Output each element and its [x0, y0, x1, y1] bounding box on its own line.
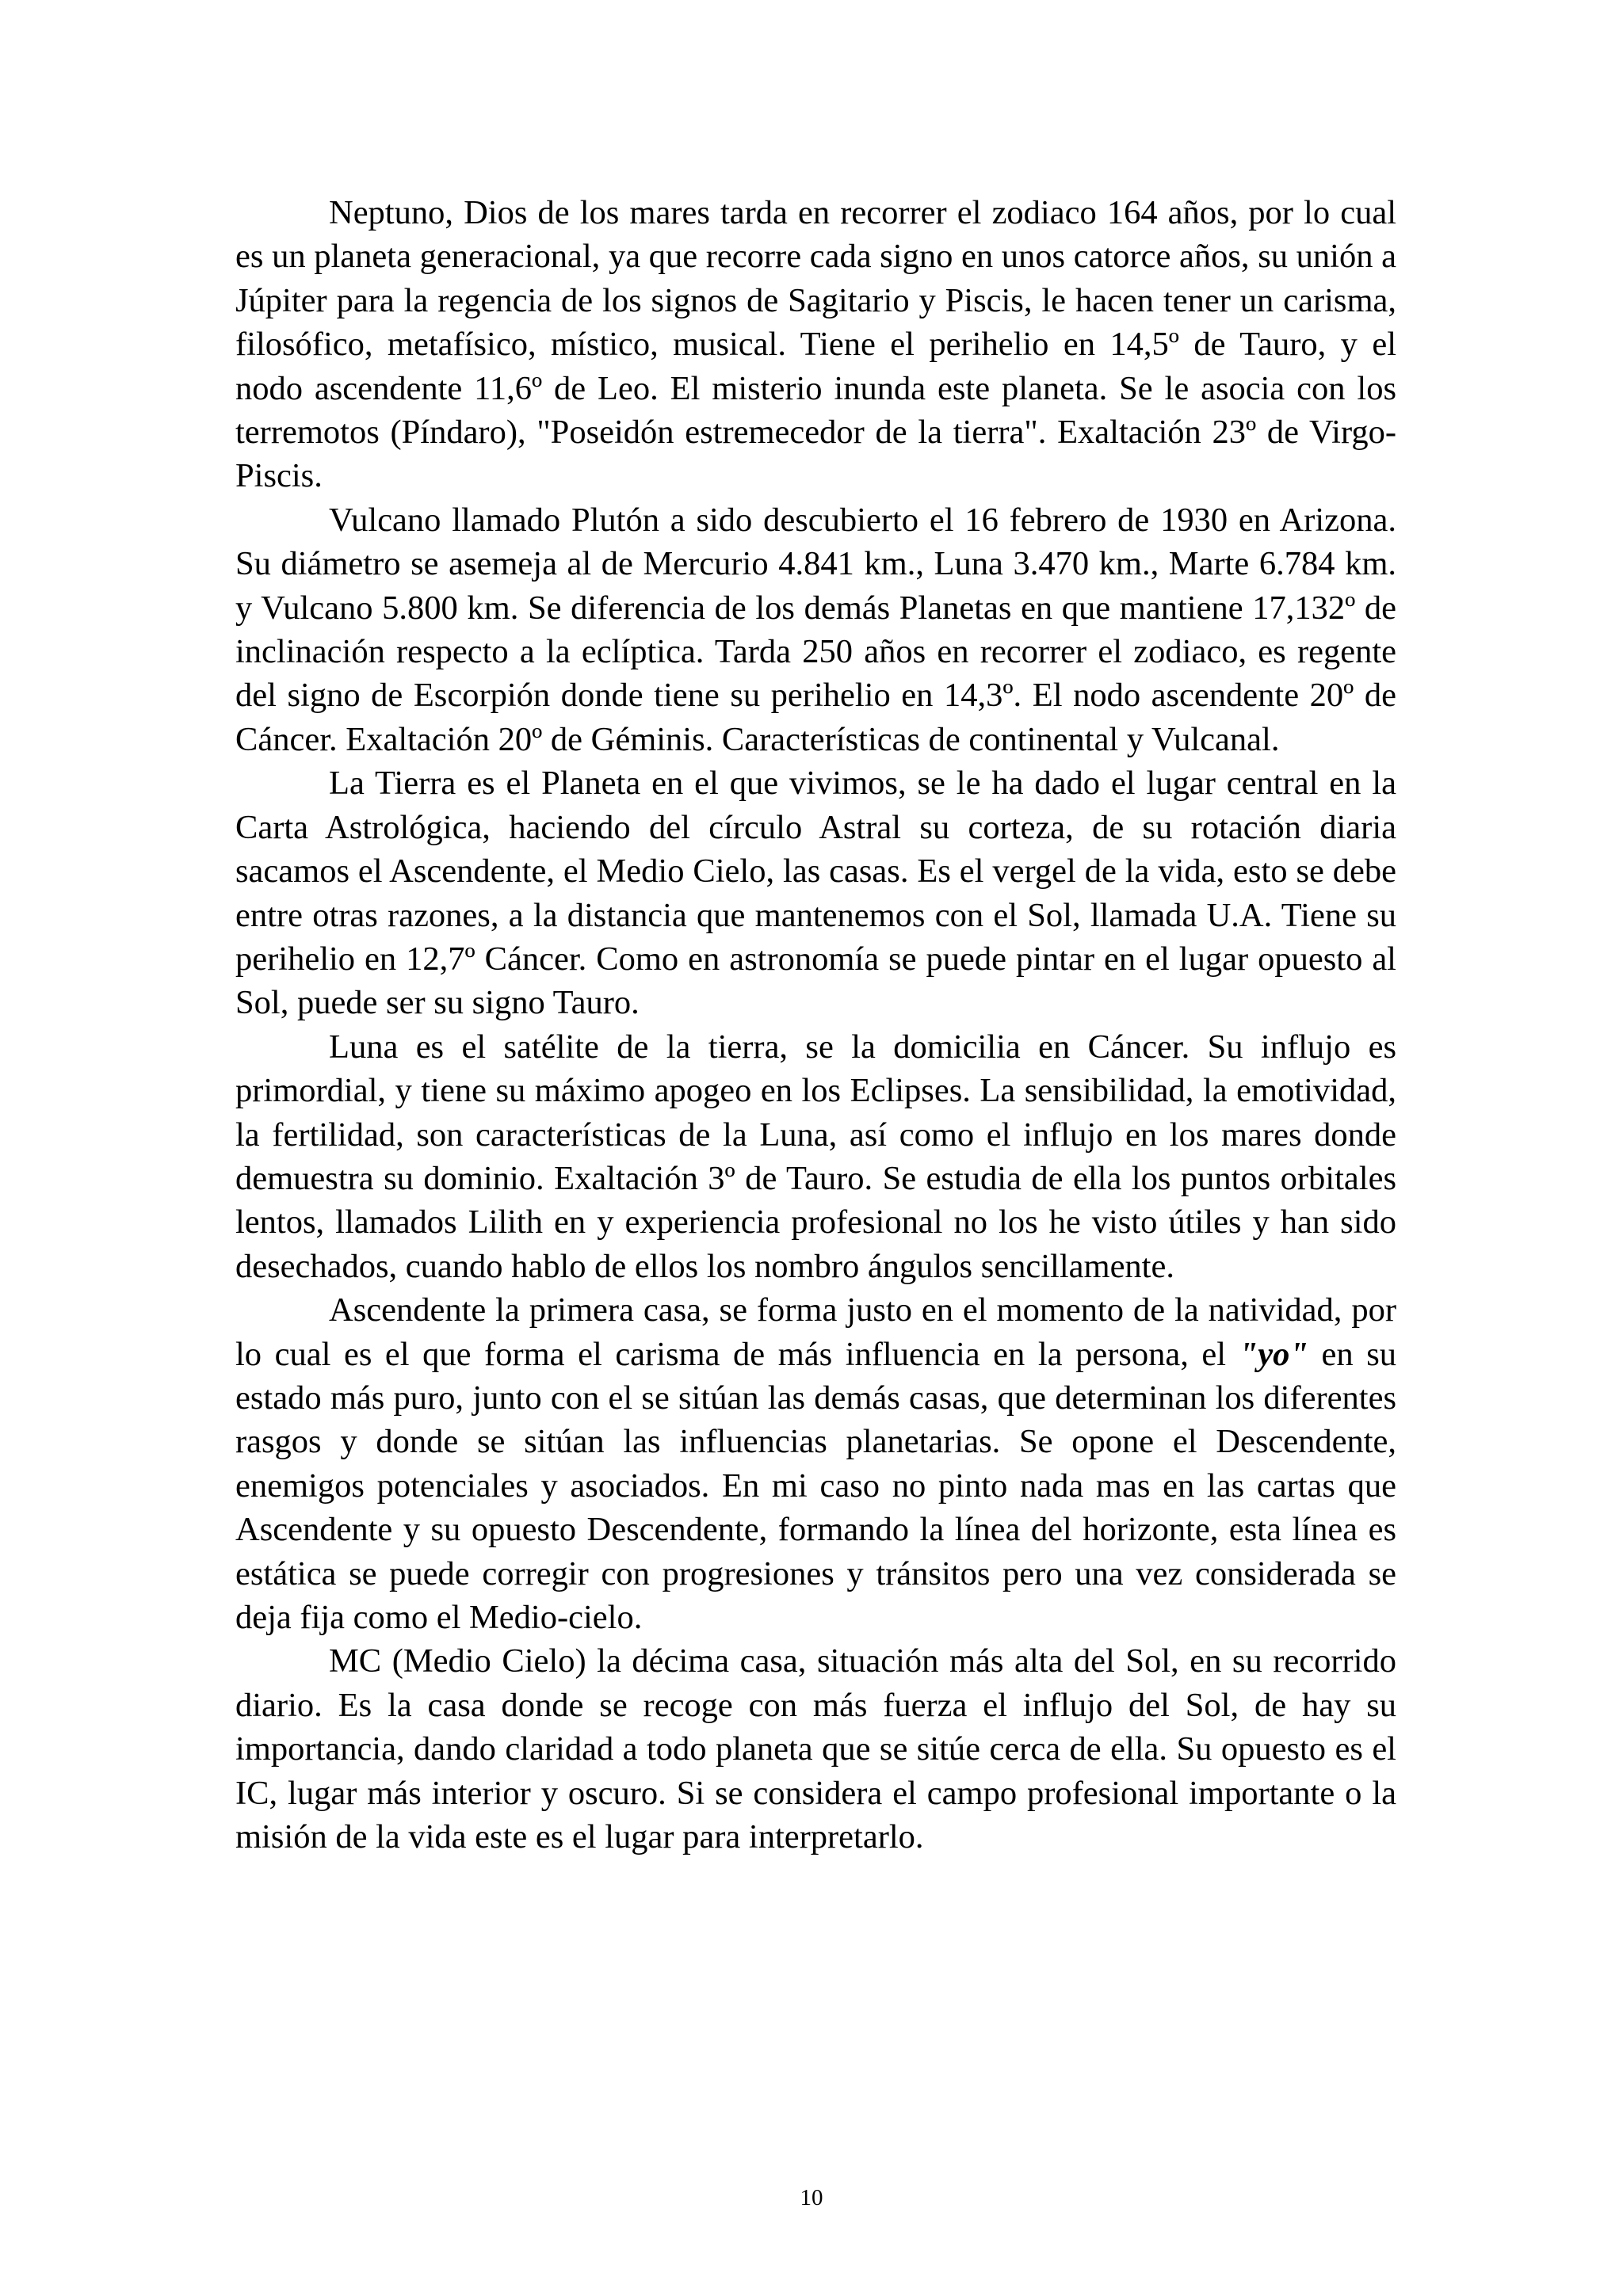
paragraph-luna: Luna es el satélite de la tierra, se la domicilia en Cáncer. Su influjo es primordial, y tiene su máximo apogeo en los Eclipses. La sensibilidad, la emotividad, la fertilidad, son características de la Luna, así como el influjo en los mares donde demuestra su dominio. Exaltación 3º de Tauro. Se estudia de ella los puntos orbitales lentos, llamados Lilith en y experiencia profesional no los he visto útiles y han sido desechados, cuando hablo de ellos los nombro ángulos sencillamente. — [235, 1028, 1396, 1285]
body-text — [235, 191, 1396, 1859]
ascendente-text-end: en su estado más puro, junto con el se sitúan las demás casas, que determinan los diferentes rasgos y donde se sitúan las influencias planetarias. Se opone el Descendente, enemigos potenciales y asociados. En mi caso no pinto nada mas en las cartas que Ascendente y su opuesto Descendente, formando la línea del horizonte, esta línea es estática se puede corregir con progresiones y tránsitos pero una vez considerada se deja fija como el Medio-cielo. — [235, 1335, 1396, 1636]
paragraph-ascendente — [235, 1288, 1396, 1639]
paragraph-tierra: La Tierra es el Planeta en el que vivimos, se le ha dado el lugar central en la Carta Astrológica, haciendo del círculo Astral su corteza, de su rotación diaria sacamos el Ascendente, el Medio Cielo, las casas. Es el vergel de la vida, esto se debe entre otras razones, a la distancia que mantenemos con el Sol, llamada U.A. Tiene su perihelio en 12,7º Cáncer. Como en astronomía se puede pintar en el lugar opuesto al Sol, puede ser su signo Tauro. — [235, 765, 1396, 1022]
paragraph-neptuno: Neptuno, Dios de los mares tarda en recorrer el zodiaco 164 años, por lo cual es un planeta generacional, ya que recorre cada signo en unos catorce años, su unión a Júpiter para la regencia de los signos de Sagitario y Piscis, le hacen tener un carisma, filosófico, metafísico, místico, musical. Tiene el perihelio en 14,5º de Tauro, y el nodo ascendente 11,6º de Leo. El misterio inunda este planeta. Se le asocia con los terremotos (Píndaro), "Poseidón estremecedor de la tierra". Exaltación 23º de Virgo-Piscis. — [235, 194, 1396, 495]
paragraph-vulcano: Vulcano llamado Plutón a sido descubierto el 16 febrero de 1930 en Arizona. Su diámetro se asemeja al de Mercurio 4.841 km., Luna 3.470 km., Marte 6.784 km. y Vulcano 5.800 km. Se diferencia de los demás Planetas en que mantiene 17,132º de inclinación respecto a la eclíptica. Tarda 250 años en recorrer el zodiaco, es regente del signo de Escorpión donde tiene su perihelio en 14,3º. El nodo ascendente 20º de Cáncer. Exaltación 20º de Géminis. Características de continental y Vulcanal. — [235, 501, 1396, 758]
ascendente-text-start: Ascendente la primera casa, se forma justo en el momento de la natividad, por lo cual es el que forma el carisma de más influencia en la persona, el — [235, 1291, 1396, 1373]
paragraph-medio-cielo: MC (Medio Cielo) la décima casa, situación más alta del Sol, en su recorrido diario. Es la casa donde se recoge con más fuerza el influjo del Sol, de hay su importancia, dando claridad a todo planeta que se sitúe cerca de ella. Su opuesto es el IC, lugar más interior y oscuro. Si se considera el campo profesional importante o la misión de la vida este es el lugar para interpretarlo. — [235, 1642, 1396, 1856]
emphasis-yo: "yo" — [1239, 1335, 1308, 1373]
page-number: 10 — [800, 2185, 823, 2210]
